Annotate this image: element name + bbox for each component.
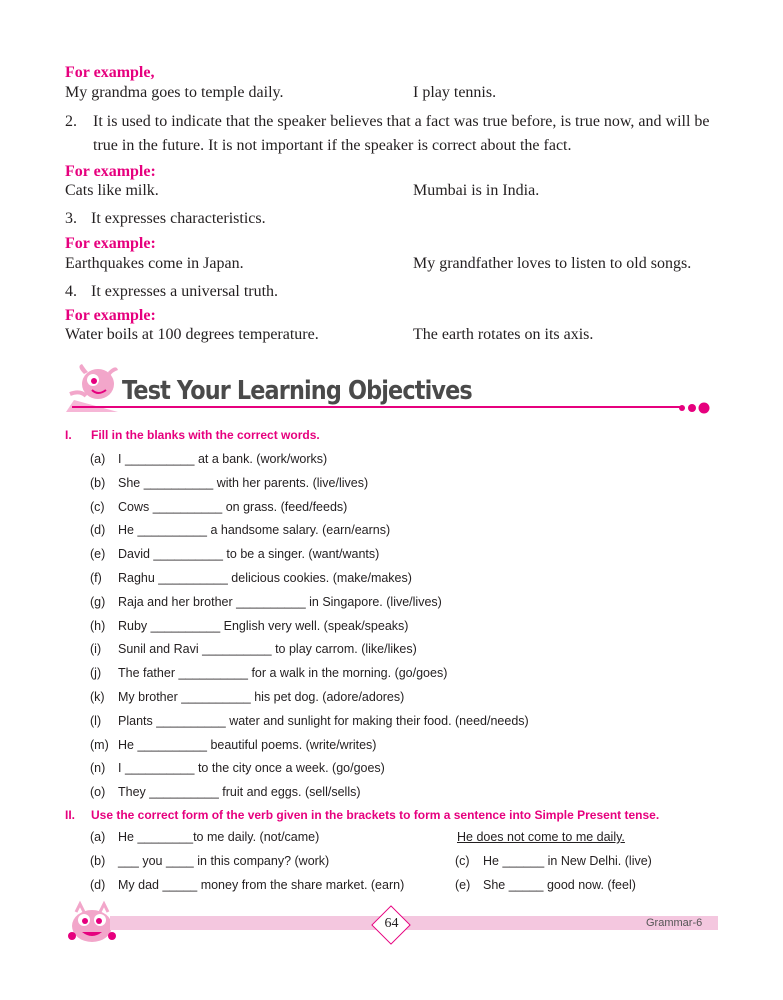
item-label: (b) bbox=[90, 854, 106, 868]
banner-title: Test Your Learning Objectives bbox=[122, 376, 472, 406]
example-heading-2: For example: bbox=[65, 163, 156, 180]
item-text: He ________to me daily. (not/came) bbox=[118, 830, 320, 844]
rule-2 bbox=[65, 110, 725, 158]
item-text: I __________ to the city once a week. (go/goes) bbox=[118, 761, 385, 776]
example-text-3-right: My grandfather loves to listen to old songs. bbox=[413, 255, 692, 272]
example-text-4-right: The earth rotates on its axis. bbox=[413, 326, 594, 343]
item-text: Raghu __________ delicious cookies. (make/makes) bbox=[118, 571, 412, 585]
section-1-number: I. bbox=[65, 428, 72, 442]
item-text: She __________ with her parents. (live/lives) bbox=[118, 475, 369, 490]
footer-bar bbox=[110, 916, 718, 930]
section-2-row-b bbox=[90, 854, 390, 870]
item-label: (c) bbox=[90, 499, 105, 514]
page-number: 64 bbox=[384, 916, 399, 931]
item-label: (e) bbox=[455, 878, 471, 892]
item-label: (k) bbox=[90, 690, 105, 704]
rule-3-number: 3. bbox=[65, 210, 77, 227]
rule-3 bbox=[65, 210, 266, 228]
example-text-3-left: Earthquakes come in Japan. bbox=[65, 255, 244, 272]
item-text: The father __________ for a walk in the morning. (go/goes) bbox=[118, 666, 448, 681]
page-footer bbox=[0, 898, 783, 948]
rule-2-number: 2. bbox=[65, 113, 77, 130]
example-text-4-left: Water boils at 100 degrees temperature. bbox=[65, 326, 319, 343]
section-2-row-e bbox=[455, 878, 715, 894]
section-2-number: II. bbox=[65, 808, 76, 822]
item-label: (l) bbox=[90, 713, 102, 728]
item-text: Raja and her brother __________ in Singapore. (live/lives) bbox=[118, 594, 442, 609]
item-text: ___ you ____ in this company? (work) bbox=[118, 854, 330, 868]
item-text: Cows __________ on grass. (feed/feeds) bbox=[118, 499, 348, 514]
example-text-2-right: Mumbai is in India. bbox=[413, 182, 540, 199]
item-text: They __________ fruit and eggs. (sell/sells) bbox=[118, 785, 361, 800]
item-text: She _____ good now. (feel) bbox=[483, 878, 636, 892]
dots-icon bbox=[678, 400, 722, 416]
item-label: (o) bbox=[90, 785, 106, 800]
example-heading-4: For example: bbox=[65, 307, 156, 324]
section-2-row-c bbox=[455, 854, 715, 870]
rule-4-text: It expresses a universal truth. bbox=[91, 283, 279, 300]
item-text: He __________ beautiful poems. (write/writes) bbox=[118, 737, 377, 752]
item-text: My brother __________ his pet dog. (adore/adores) bbox=[118, 690, 405, 704]
rule-4 bbox=[65, 283, 278, 301]
example-heading-1: For example, bbox=[65, 64, 155, 81]
item-label: (g) bbox=[90, 594, 106, 609]
item-label: (j) bbox=[90, 666, 102, 681]
item-text: He ______ in New Delhi. (live) bbox=[483, 854, 652, 868]
item-label: (b) bbox=[90, 475, 106, 490]
item-text: Plants __________ water and sunlight for making their food. (need/needs) bbox=[118, 713, 529, 728]
item-label: (d) bbox=[90, 523, 106, 538]
item-text: Ruby __________ English very well. (speak/speaks) bbox=[118, 618, 409, 633]
item-label: (a) bbox=[90, 830, 106, 844]
section-1-heading: Fill in the blanks with the correct words. bbox=[91, 428, 320, 442]
rule-4-number: 4. bbox=[65, 283, 77, 300]
item-label: (e) bbox=[90, 547, 106, 562]
section-banner bbox=[62, 360, 722, 416]
example-heading-3: For example: bbox=[65, 235, 156, 252]
item-label: (f) bbox=[90, 571, 102, 585]
section-2-sample-answer: He does not come to me daily. bbox=[457, 830, 625, 844]
item-label: (i) bbox=[90, 642, 102, 657]
section-2-row-a-left bbox=[90, 830, 390, 846]
example-text-2-left: Cats like milk. bbox=[65, 182, 159, 199]
item-label: (n) bbox=[90, 761, 106, 776]
rule-3-text: It expresses characteristics. bbox=[91, 210, 266, 227]
example-text-1-right: I play tennis. bbox=[413, 84, 497, 101]
item-label: (h) bbox=[90, 618, 106, 633]
banner-rule bbox=[72, 406, 684, 408]
section-2-heading: Use the correct form of the verb given in the brackets to form a sentence into Simple Present tense. bbox=[91, 808, 660, 822]
item-label: (a) bbox=[90, 452, 106, 466]
item-text: David __________ to be a singer. (want/wants) bbox=[118, 547, 380, 562]
item-label: (m) bbox=[90, 737, 109, 752]
item-text: I __________ at a bank. (work/works) bbox=[118, 452, 328, 466]
item-text: Sunil and Ravi __________ to play carrom. (like/likes) bbox=[118, 642, 417, 657]
section-2-row-d bbox=[90, 878, 430, 894]
item-label: (d) bbox=[90, 878, 106, 892]
section-1-list bbox=[90, 452, 730, 802]
example-text-1-left: My grandma goes to temple daily. bbox=[65, 84, 284, 101]
item-text: My dad _____ money from the share market. (earn) bbox=[118, 878, 405, 892]
rule-2-text: It is used to indicate that the speaker believes that a fact was true before, is true now, and will be true in the future. It is not important if the speaker is correct about the fact. bbox=[93, 113, 710, 154]
item-label: (c) bbox=[455, 854, 470, 868]
book-name: Grammar-6 bbox=[646, 917, 703, 929]
item-text: He __________ a handsome salary. (earn/earns) bbox=[118, 523, 391, 538]
